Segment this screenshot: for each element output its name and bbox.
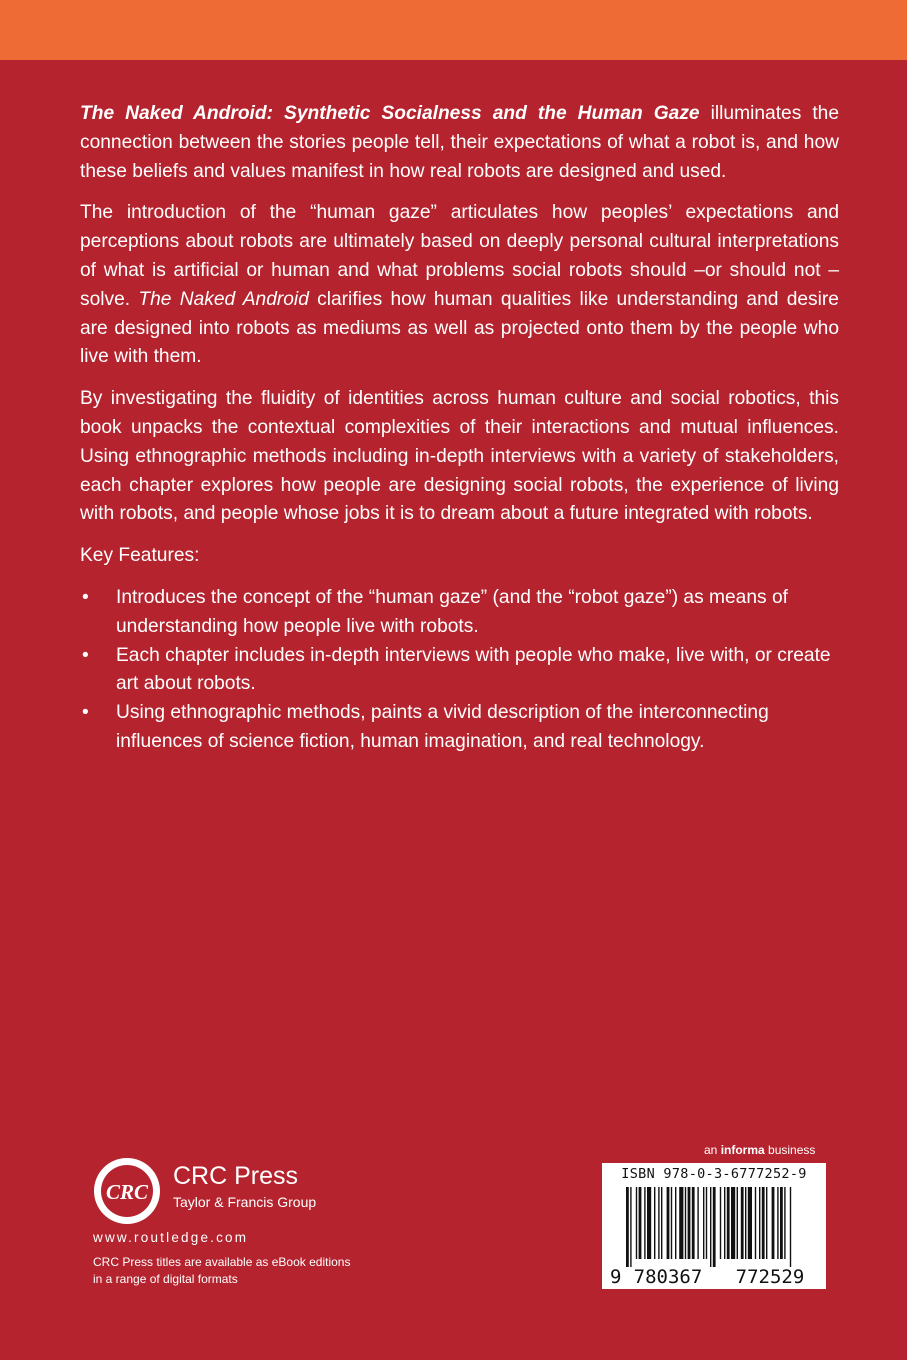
publisher-name: CRC Press xyxy=(173,1162,299,1190)
barcode-bar xyxy=(630,1187,631,1267)
barcode-bar xyxy=(755,1187,756,1259)
barcode-bar xyxy=(724,1187,725,1259)
barcode-bar xyxy=(688,1187,691,1259)
top-color-band xyxy=(0,0,907,60)
barcode-bar xyxy=(647,1187,651,1259)
barcode-bar xyxy=(679,1187,683,1259)
bullet-icon: • xyxy=(82,644,89,666)
barcode-bar xyxy=(748,1187,752,1259)
paragraph-2-italic-title: The Naked Android xyxy=(138,288,309,310)
paragraph-1-text: illuminates the connection between the stories people tell, their expectations of what a robot is, and how these beliefs and values manifest in how real robots are designed and used. xyxy=(80,103,839,182)
description-paragraph-3: By investigating the fluidity of identities across human culture and social robotics, this book unpacks the contextual complexities of their interactions and mutual influences. Using ethnographic methods including in-depth interviews with a variety of stakeholders, each chapter explores how people are designing social robots, the experience of living with robots, and people whose jobs it is to dream about a future integrated with robots. xyxy=(80,388,839,525)
barcode-bar xyxy=(737,1187,738,1259)
barcode-bar xyxy=(636,1187,637,1259)
barcode-bar xyxy=(741,1187,744,1259)
feature-text: Each chapter includes in-depth interviews with people who make, live with, or create art about robots. xyxy=(116,644,831,695)
barcode-bar xyxy=(654,1187,655,1259)
barcode-bar xyxy=(710,1187,711,1267)
barcode-bar xyxy=(759,1187,760,1259)
publisher-group: Taylor & Francis Group xyxy=(173,1194,317,1210)
barcode-bar xyxy=(772,1187,775,1259)
key-features-heading: Key Features: xyxy=(80,545,200,567)
ebook-note xyxy=(93,1254,350,1288)
barcode-bar xyxy=(661,1187,662,1259)
barcode-bar xyxy=(703,1187,704,1259)
barcode-bar xyxy=(713,1187,716,1267)
barcode-bar xyxy=(667,1187,670,1259)
barcode-bar xyxy=(697,1187,698,1259)
publisher-block xyxy=(93,1157,383,1297)
crc-press-logo xyxy=(93,1157,161,1225)
barcode-bar xyxy=(784,1187,785,1259)
back-cover-description xyxy=(80,100,839,757)
book-title: The Naked Android: Synthetic Socialness and the Human Gaze xyxy=(80,103,700,124)
barcode-bar xyxy=(766,1187,767,1259)
key-features-list xyxy=(80,584,839,757)
barcode-bar xyxy=(685,1187,686,1259)
barcode-bar xyxy=(675,1187,676,1259)
barcode-bar xyxy=(692,1187,695,1259)
isbn-barcode xyxy=(602,1163,826,1289)
informa-brand: informa xyxy=(720,1143,765,1157)
barcode-bar xyxy=(762,1187,765,1259)
paragraph-2-text-a: The introduction of the “human gaze” articulates how peoples’ expectations and perceptions about robots are ultimately based on deeply personal cultural interpretations of what is artificial or human and what problems social robots should –or should not –solve. xyxy=(80,202,839,310)
ebook-note-line-2: in a range of digital formats xyxy=(93,1272,238,1286)
barcode-bar xyxy=(706,1187,707,1259)
barcode-digit-first: 9 xyxy=(610,1266,622,1288)
paragraph-2-text-b: clarifies how human qualities like understanding and desire are designed into robots as mediums as well as projected onto them by the people who live with them. xyxy=(80,288,839,368)
informa-prefix: an xyxy=(704,1143,721,1157)
barcode-bar xyxy=(658,1187,659,1259)
barcode-bar xyxy=(639,1187,642,1259)
barcode-bars xyxy=(626,1187,791,1267)
isbn-label: ISBN 978-0-3-6777252-9 xyxy=(621,1166,807,1182)
barcode-bar xyxy=(720,1187,721,1259)
barcode-bar xyxy=(745,1187,746,1259)
feature-item xyxy=(80,584,839,642)
barcode-digits-right: 772529 xyxy=(735,1266,805,1288)
informa-business-tagline xyxy=(704,1143,815,1157)
barcode-bar xyxy=(790,1187,791,1267)
feature-item xyxy=(80,699,839,757)
barcode-bar xyxy=(671,1187,672,1259)
feature-text: Introduces the concept of the “human gaze” (and the “robot gaze”) as means of understanding how people live with robots. xyxy=(116,586,788,637)
description-paragraph-1 xyxy=(80,100,839,186)
informa-suffix: business xyxy=(764,1143,816,1157)
barcode-graphic xyxy=(602,1163,826,1289)
crc-logo-text: CRC xyxy=(105,1180,149,1204)
publisher-website[interactable]: www.routledge.com xyxy=(93,1230,249,1245)
barcode-bar xyxy=(780,1187,783,1259)
feature-item xyxy=(80,642,839,700)
feature-text: Using ethnographic methods, paints a vivid description of the interconnecting influences of science fiction, human imagination, and real technology. xyxy=(116,702,769,752)
barcode-bar xyxy=(626,1187,629,1267)
barcode-bar xyxy=(644,1187,645,1259)
barcode-bar xyxy=(727,1187,730,1259)
bullet-icon: • xyxy=(82,586,89,608)
bullet-icon: • xyxy=(82,702,89,724)
ebook-note-line-1: CRC Press titles are available as eBook editions xyxy=(93,1255,351,1269)
description-paragraph-2 xyxy=(80,199,839,372)
barcode-bar xyxy=(777,1187,778,1259)
barcode-bar xyxy=(731,1187,735,1259)
barcode-digits-left: 780367 xyxy=(633,1266,703,1288)
